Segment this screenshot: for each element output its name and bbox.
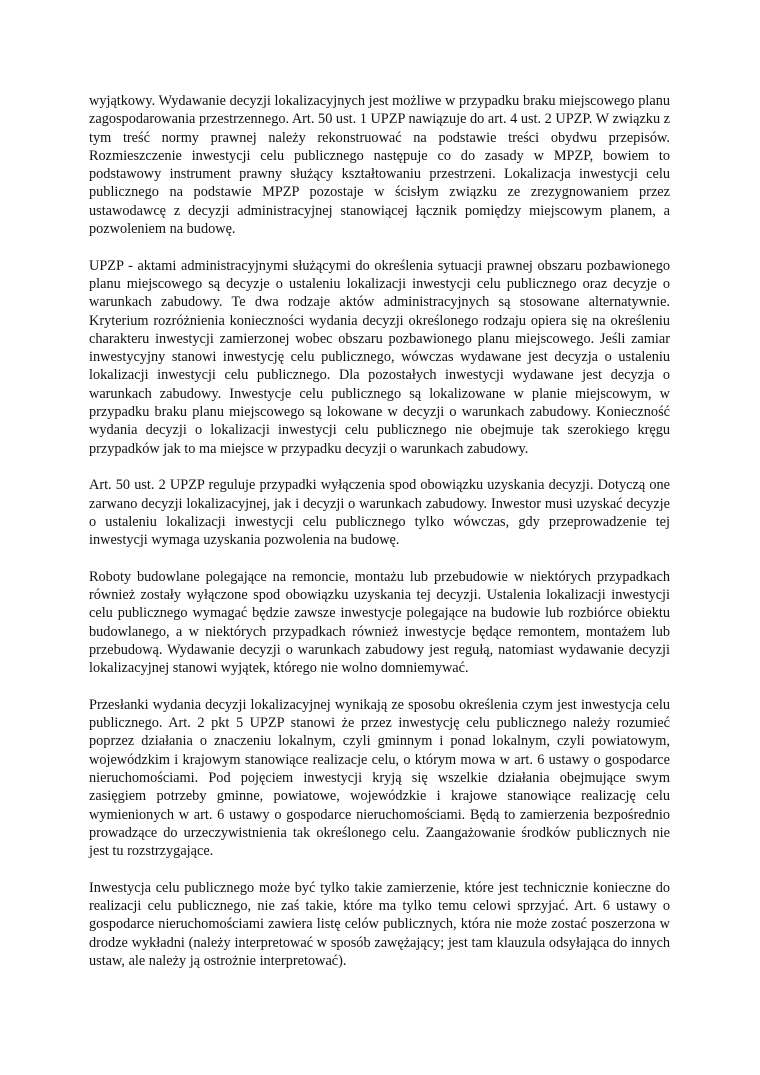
paragraph-1: wyjątkowy. Wydawanie decyzji lokalizacyjnych jest możliwe w przypadku braku miejscowego planu zagospodarowania przestrzennego. Art. 50 ust. 1 UPZP nawiązuje do art. 4 ust. 2 UPZP. W związku z tym treść normy prawnej należy rekonstruować na podstawie treści obydwu przepisów. Rozmieszczenie inwestycji celu publicznego następuje co do zasady w MPZP, bowiem to podstawowy instrument prawny służący kształtowaniu przestrzeni. Lokalizacja inwestycji celu publicznego na podstawie MPZP pozostaje w ścisłym związku ze zrezygnowaniem przez ustawodawcę z decyzji administracyjnej stanowiącej łącznik pomiędzy miejscowym planem, a pozwoleniem na budowę. [89,93,671,238]
paragraph-2: UPZP - aktami administracyjnymi służącymi do określenia sytuacji prawnej obszaru pozbawionego planu miejscowego są decyzje o ustaleniu lokalizacji inwestycji celu publicznego oraz decyzje o warunkach zabudowy. Te dwa rodzaje aktów administracyjnych są stosowane alternatywnie. Kryterium rozróżnienia konieczności wydania decyzji określonego rodzaju opiera się na określeniu charakteru inwestycji zamierzonej wobec obszaru pozbawionego planu miejscowego. Jeśli zamiar inwestycyjny stanowi inwestycję celu publicznego, wówczas wydawane jest decyzja o ustaleniu lokalizacji inwestycji celu publicznego. Dla pozostałych inwestycji wydawane jest decyzja o warunkach zabudowy. Inwestycje celu publicznego są lokalizowane w planie miejscowym, w przypadku braku planu miejscowego są lokowane w decyzji o warunkach zabudowy. Konieczność wydania decyzji o lokalizacji inwestycji celu publicznego nie obejmuje tak szerokiego kręgu przypadków jak to ma miejsce w przypadku decyzji o warunkach zabudowy. [89,257,670,457]
paragraph-3: Art. 50 ust. 2 UPZP reguluje przypadki wyłączenia spod obowiązku uzyskania decyzji. Dotyczą one zarwano decyzji lokalizacyjnej, jak i decyzji o warunkach zabudowy. Inwestor musi uzyskać decyzje o ustaleniu lokalizacji inwestycji celu publicznego tylko wówczas, gdy przeprowadzenie tej inwestycji wymaga uzyskania pozwolenia na budowę. [89,477,670,549]
paragraph-5: Przesłanki wydania decyzji lokalizacyjnej wynikają ze sposobu określenia czym jest inwestycja celu publicznego. Art. 2 pkt 5 UPZP stanowi że przez inwestycję celu publicznego należy rozumieć poprzez działania o znaczeniu lokalnym, czyli gminnym i ponad lokalnym, czyli powiatowym, wojewódzkim i krajowym stanowiące realizacje celu, o którym mowa w art. 6 ustawy o gospodarce nieruchomościami. Pod pojęciem inwestycji kryją się wszelkie działania obejmujące swym zasięgiem potrzeby gminne, powiatowe, wojewódzkie i krajowe stanowiące realizację celu wymienionych w art. 6 ustawy o gospodarce nieruchomościami. Będą to zamierzenia bezpośrednio prowadzące do urzeczywistnienia tak określonego celu. Zaangażowanie środków publicznych nie jest tu rozstrzygające. [89,696,670,860]
document-page [89,92,670,989]
paragraph-6: Inwestycja celu publicznego może być tylko takie zamierzenie, które jest technicznie konieczne do realizacji celu publicznego, nie zaś takie, które ma tylko temu celowi sprzyjać. Art. 6 ustawy o gospodarce nieruchomościami zawiera listę celów publicznych, która nie może zostać poszerzona w drodze wykładni (należy interpretować w sposób zawężający; jest tam klauzula odsyłająca do innych ustaw, ale należy ją ostrożnie interpretować). [89,879,670,969]
paragraph-4: Roboty budowlane polegające na remoncie, montażu lub przebudowie w niektórych przypadkach również zostały wyłączone spod obowiązku uzyskania tej decyzji. Ustalenia lokalizacji inwestycji celu publicznego wymagać będzie zawsze inwestycje polegające na budowie lub rozbiórce obiektu budowlanego, a w niektórych przypadkach również inwestycje będące remontem, montażem lub przebudową. Wydawanie decyzji o warunkach zabudowy jest regułą, natomiast wydawanie decyzji lokalizacyjnej stanowi wyjątek, którego nie wolno domniemywać. [89,568,670,677]
